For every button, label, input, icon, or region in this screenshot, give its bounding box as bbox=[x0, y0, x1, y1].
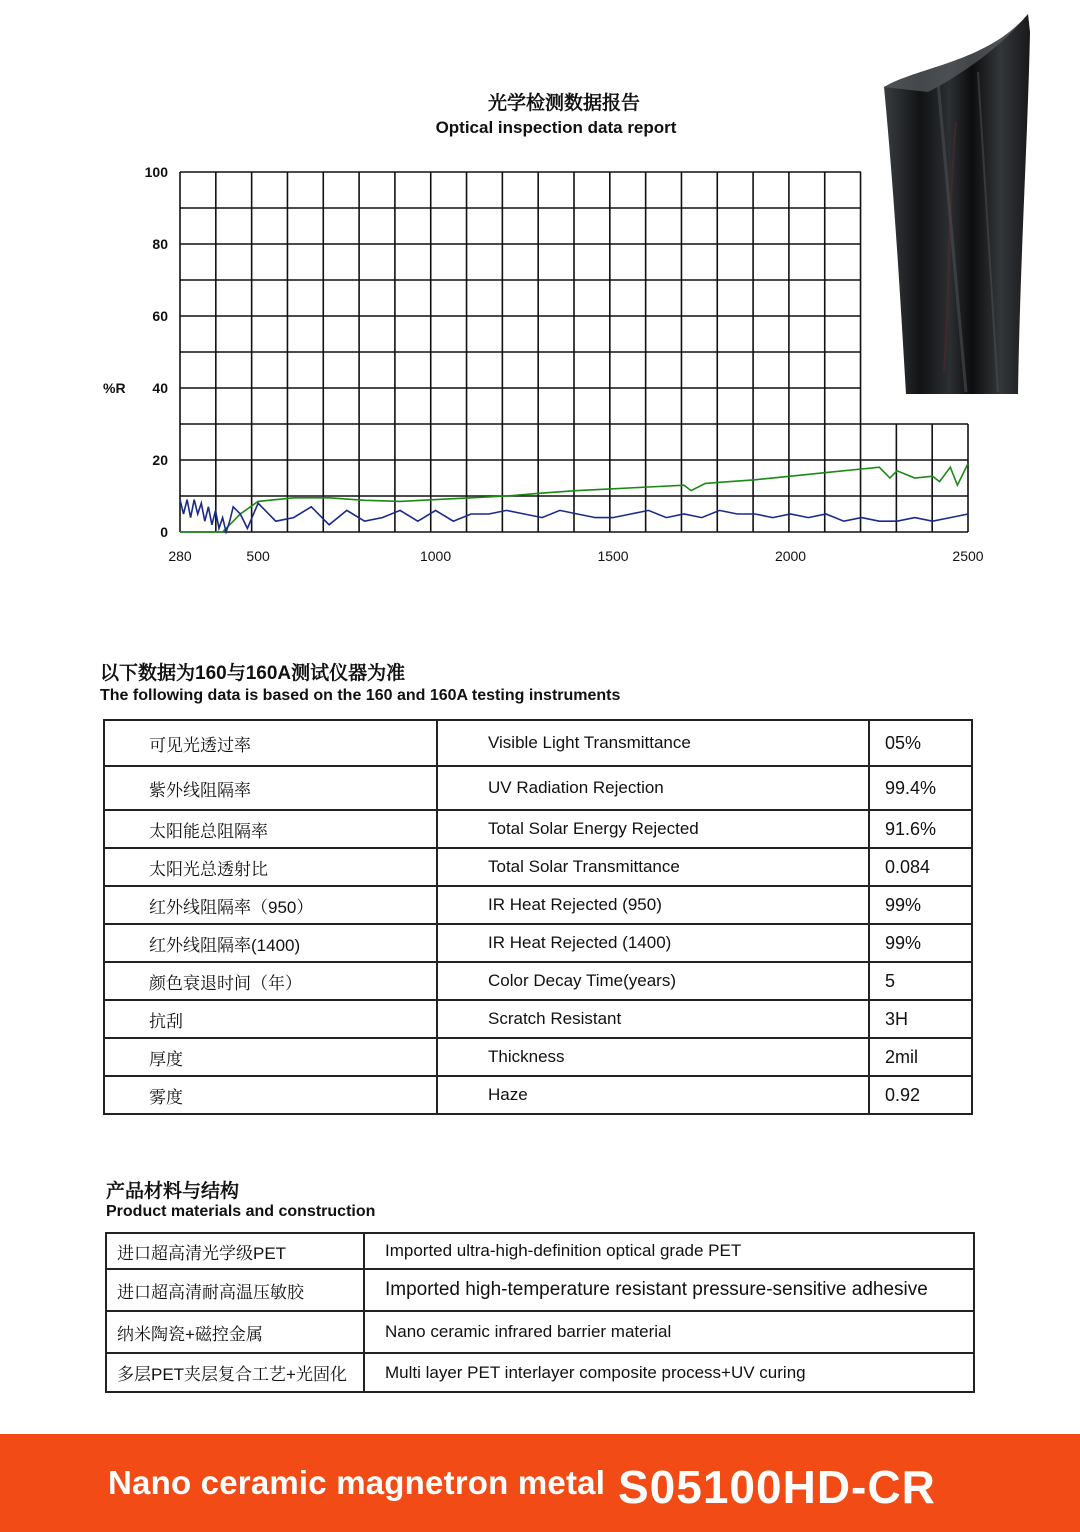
spec-label-cn: 厚度 bbox=[104, 1038, 437, 1076]
spec-row bbox=[104, 848, 972, 886]
x-tick-label: 2000 bbox=[774, 548, 807, 564]
spec-label-en: IR Heat Rejected (950) bbox=[437, 886, 869, 924]
spec-row bbox=[104, 886, 972, 924]
x-tick-label: 500 bbox=[246, 548, 270, 564]
spec-label-cn: 红外线阻隔率(1400) bbox=[104, 924, 437, 962]
window-film-roll-image bbox=[878, 12, 1033, 402]
spec-label-cn: 太阳光总透射比 bbox=[104, 848, 437, 886]
spec-section-title-en: The following data is based on the 160 and 160A testing instruments bbox=[100, 687, 621, 704]
spec-label-cn: 太阳能总阻隔率 bbox=[104, 810, 437, 848]
materials-table bbox=[105, 1232, 975, 1393]
y-tick-label: 60 bbox=[152, 308, 168, 324]
y-axis-label: %R bbox=[103, 380, 126, 396]
spec-row bbox=[104, 766, 972, 810]
spec-value: 0.92 bbox=[869, 1076, 972, 1114]
spec-label-cn: 红外线阻隔率（950） bbox=[104, 886, 437, 924]
y-tick-label: 20 bbox=[152, 452, 168, 468]
spec-section-title-cn: 以下数据为160与160A测试仪器为准 bbox=[100, 663, 406, 684]
material-label-en: Nano ceramic infrared barrier material bbox=[364, 1311, 974, 1353]
material-label-cn: 纳米陶瓷+磁控金属 bbox=[106, 1311, 364, 1353]
spec-table bbox=[103, 719, 973, 1115]
spec-row bbox=[104, 1000, 972, 1038]
spec-row bbox=[104, 924, 972, 962]
material-label-en: Multi layer PET interlayer composite process+UV curing bbox=[364, 1353, 974, 1392]
material-row bbox=[106, 1269, 974, 1311]
y-tick-label: 100 bbox=[144, 164, 168, 180]
spec-row bbox=[104, 810, 972, 848]
material-label-cn: 多层PET夹层复合工艺+光固化 bbox=[106, 1353, 364, 1392]
x-tick-label: 1500 bbox=[597, 548, 629, 564]
spec-label-en: Thickness bbox=[437, 1038, 869, 1076]
spec-label-en: UV Radiation Rejection bbox=[437, 766, 869, 810]
spec-row bbox=[104, 1038, 972, 1076]
spec-label-cn: 可见光透过率 bbox=[104, 720, 437, 766]
spec-label-en: Total Solar Energy Rejected bbox=[437, 810, 869, 848]
x-tick-label: 280 bbox=[168, 548, 192, 564]
materials-section-title-en: Product materials and construction bbox=[106, 1203, 376, 1220]
spec-value: 99% bbox=[869, 886, 972, 924]
spec-value: 91.6% bbox=[869, 810, 972, 848]
spec-row bbox=[104, 962, 972, 1000]
material-label-cn: 进口超高清光学级PET bbox=[106, 1233, 364, 1269]
x-tick-label: 1000 bbox=[419, 548, 452, 564]
reflectance-chart bbox=[95, 160, 985, 580]
spec-label-cn: 颜色衰退时间（年） bbox=[104, 962, 437, 1000]
material-label-en: Imported ultra-high-definition optical grade PET bbox=[364, 1233, 974, 1269]
material-label-cn: 进口超高清耐高温压敏胶 bbox=[106, 1269, 364, 1311]
spec-value: 5 bbox=[869, 962, 972, 1000]
spec-label-en: Scratch Resistant bbox=[437, 1000, 869, 1038]
spec-label-en: Visible Light Transmittance bbox=[437, 720, 869, 766]
spec-value: 99.4% bbox=[869, 766, 972, 810]
footer-product-name: Nano ceramic magnetron metal bbox=[108, 1464, 606, 1501]
spec-label-cn: 紫外线阻隔率 bbox=[104, 766, 437, 810]
spec-label-cn: 雾度 bbox=[104, 1076, 437, 1114]
materials-section-title-cn: 产品材料与结构 bbox=[106, 1181, 240, 1202]
spec-label-en: Total Solar Transmittance bbox=[437, 848, 869, 886]
y-tick-label: 0 bbox=[160, 524, 168, 540]
spec-value: 05% bbox=[869, 720, 972, 766]
footer-model-number: S05100HD-CR bbox=[618, 1461, 936, 1513]
footer-banner bbox=[0, 1434, 1080, 1532]
spec-value: 3H bbox=[869, 1000, 972, 1038]
spec-row bbox=[104, 1076, 972, 1114]
material-row bbox=[106, 1353, 974, 1392]
y-tick-label: 80 bbox=[152, 236, 168, 252]
material-row bbox=[106, 1311, 974, 1353]
spec-value: 99% bbox=[869, 924, 972, 962]
x-tick-label: 2500 bbox=[952, 548, 984, 564]
spec-value: 2mil bbox=[869, 1038, 972, 1076]
spec-label-en: Haze bbox=[437, 1076, 869, 1114]
spec-label-en: IR Heat Rejected (1400) bbox=[437, 924, 869, 962]
spec-label-en: Color Decay Time(years) bbox=[437, 962, 869, 1000]
chart-title-en: Optical inspection data report bbox=[435, 118, 677, 137]
chart-title-cn: 光学检测数据报告 bbox=[487, 93, 640, 114]
y-tick-label: 40 bbox=[152, 380, 168, 396]
spec-row bbox=[104, 720, 972, 766]
spec-value: 0.084 bbox=[869, 848, 972, 886]
material-row bbox=[106, 1233, 974, 1269]
spec-label-cn: 抗刮 bbox=[104, 1000, 437, 1038]
material-label-en: Imported high-temperature resistant pressure-sensitive adhesive bbox=[364, 1269, 974, 1311]
